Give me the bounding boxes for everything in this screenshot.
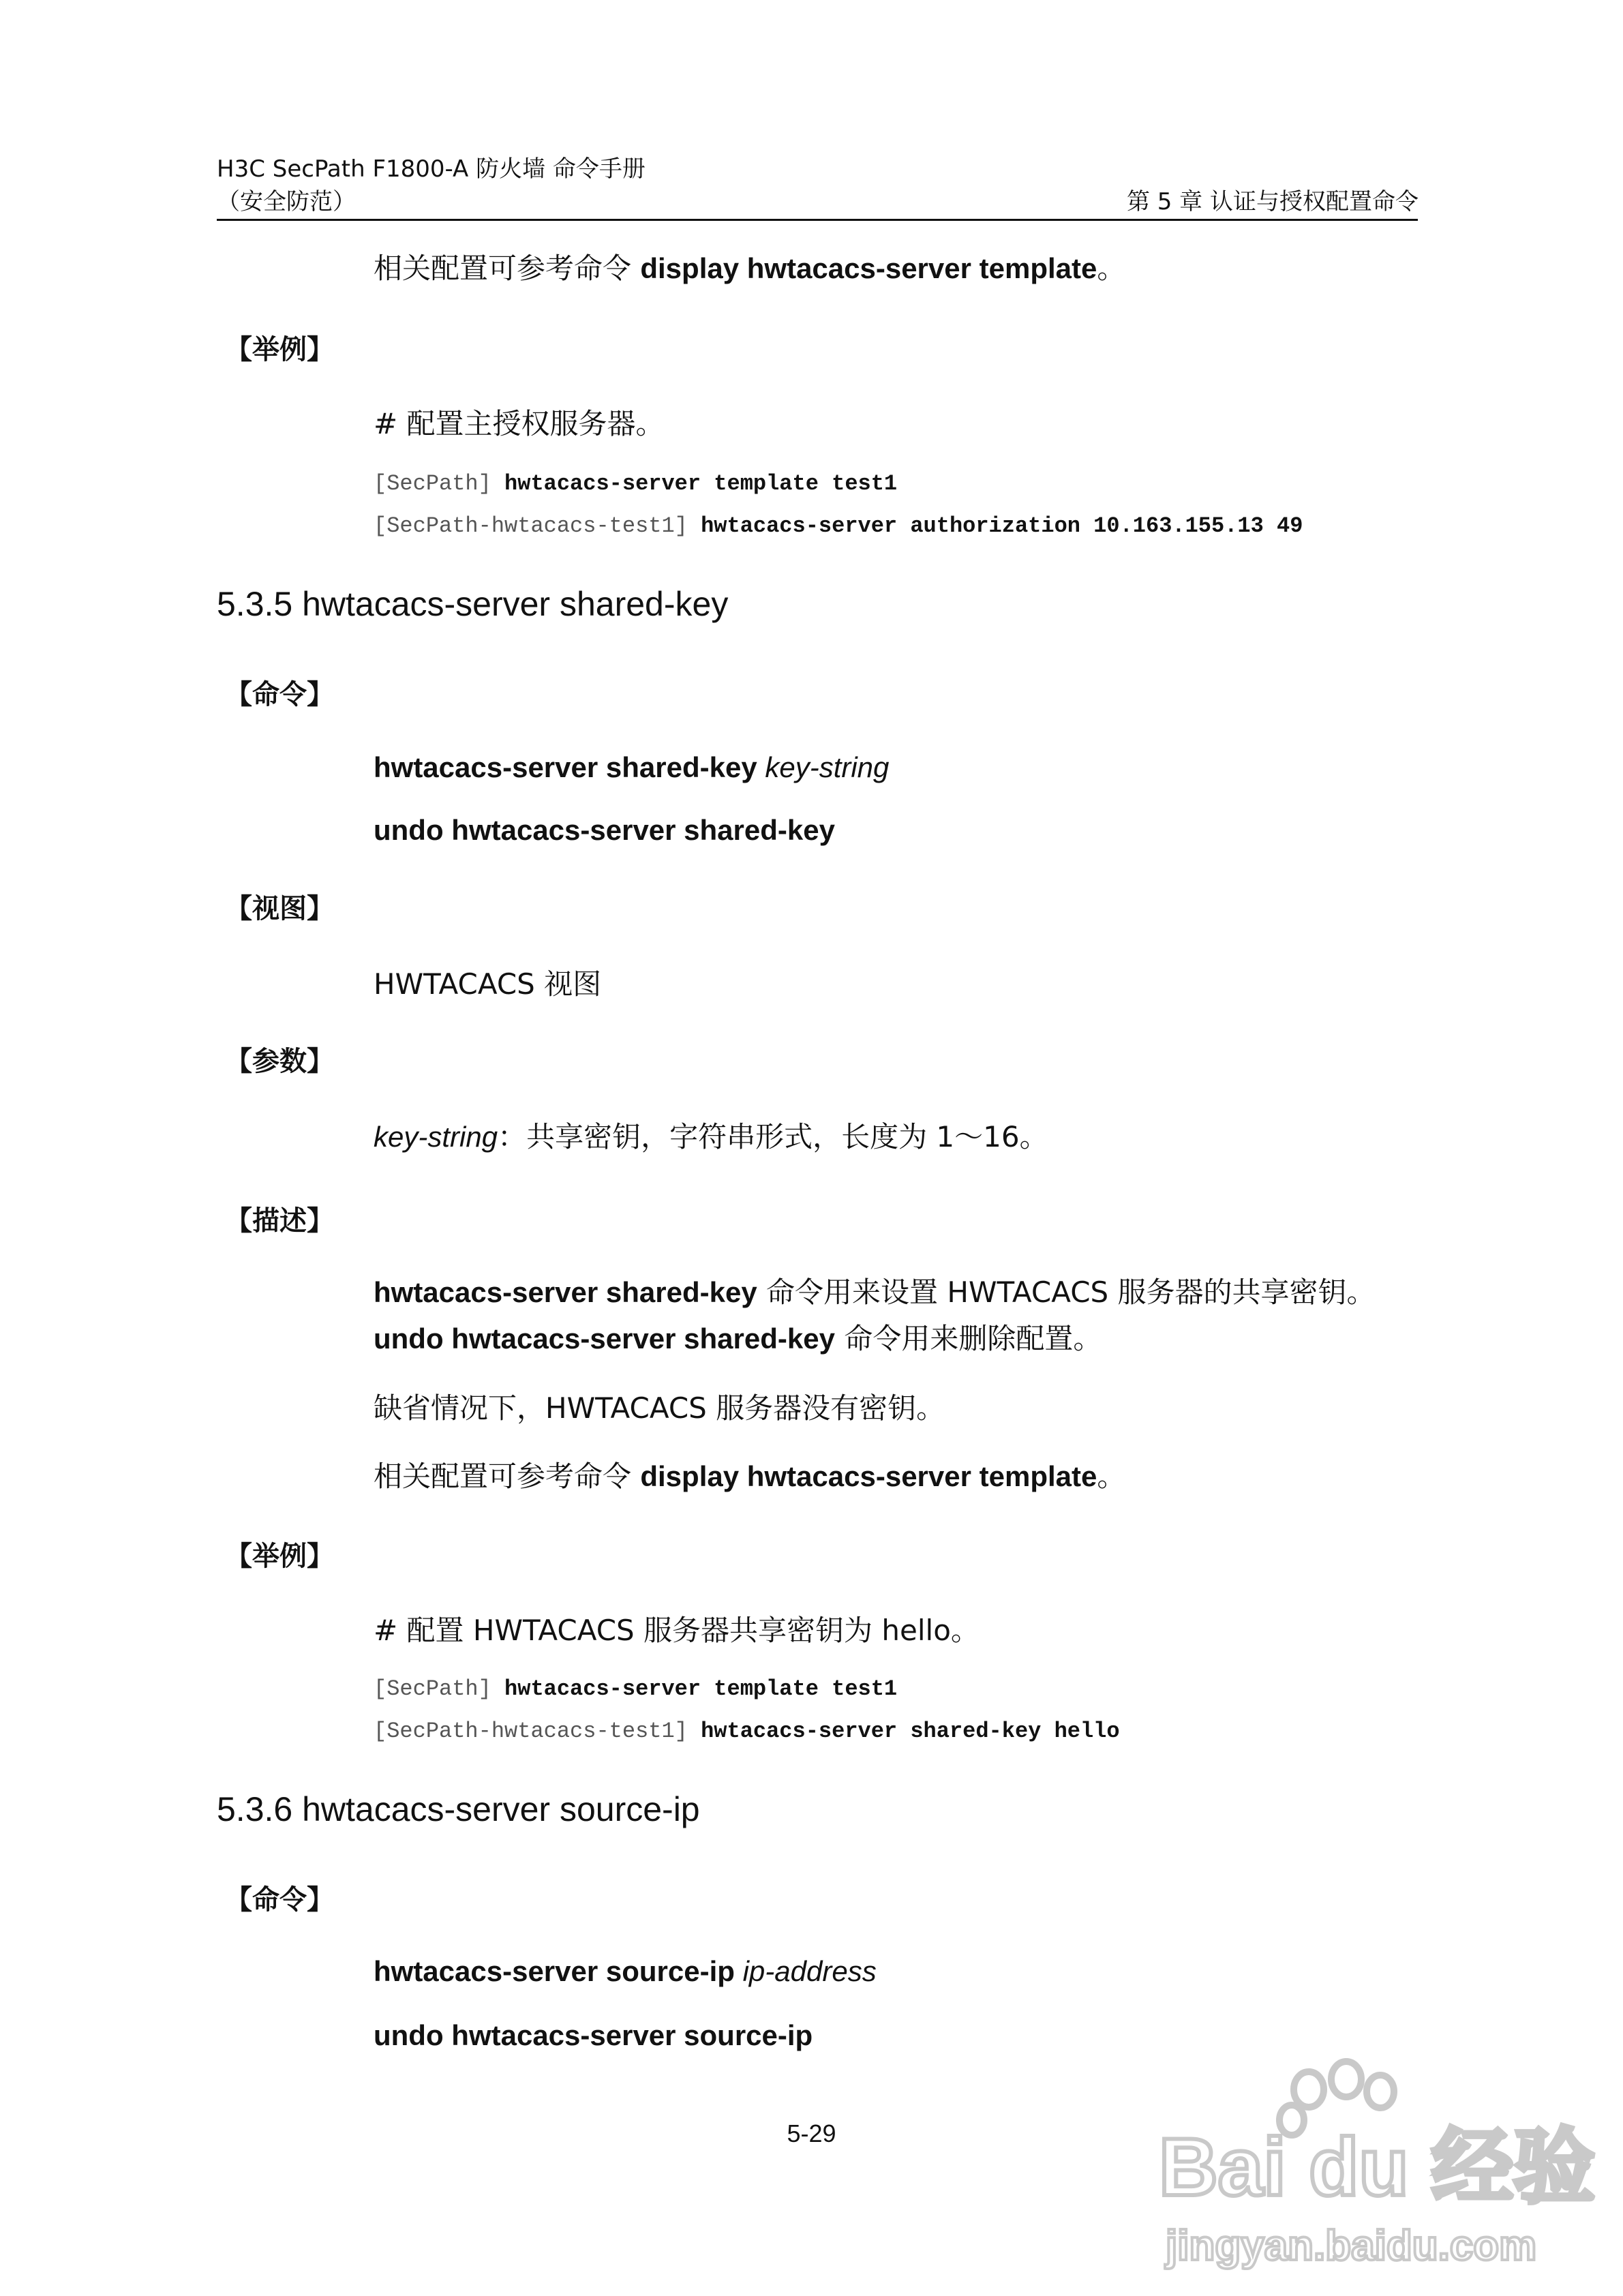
section-title-5-3-6: 5.3.6 hwtacacs-server source-ip: [217, 1790, 700, 1828]
code-command: hwtacacs-server template test1: [504, 1676, 898, 1702]
command-syntax: [374, 1954, 877, 1989]
related-suffix: 。: [1097, 252, 1126, 285]
related-prefix: 相关配置可参考命令: [374, 252, 641, 285]
related-command: display hwtacacs-server template: [640, 252, 1097, 284]
command-keyword: hwtacacs-server shared-key: [374, 751, 765, 783]
command-heading: 【命令】: [225, 679, 334, 710]
description-text: 命令用来删除配置。: [834, 1322, 1102, 1355]
header-chapter-title: 第 5 章 认证与授权配置命令: [1126, 188, 1419, 215]
command-keyword: hwtacacs-server source-ip: [374, 1955, 743, 1987]
parameter-text: ：共享密钥，字符串形式，长度为 1～16。: [498, 1120, 1048, 1153]
description-text: 命令用来设置 HWTACACS 服务器的共享密钥。: [757, 1275, 1376, 1309]
view-heading: 【视图】: [225, 893, 334, 924]
code-command: hwtacacs-server template test1: [504, 471, 898, 496]
code-line: [374, 1718, 1120, 1745]
related-suffix: 。: [1097, 1460, 1126, 1493]
header-product-title: H3C SecPath F1800-A 防火墙 命令手册: [217, 155, 646, 183]
example-comment: # 配置 HWTACACS 服务器共享密钥为 hello。: [374, 1614, 980, 1647]
related-commands-note: [374, 251, 1125, 286]
example-heading: 【举例】: [225, 334, 334, 365]
code-line: [374, 513, 1303, 540]
default-note: 缺省情况下，HWTACACS 服务器没有密钥。: [374, 1391, 945, 1425]
description-command: undo hwtacacs-server shared-key: [374, 1323, 835, 1355]
parameter-name: key-string: [374, 1121, 498, 1153]
undo-command-syntax: undo hwtacacs-server shared-key: [374, 814, 835, 846]
code-command: hwtacacs-server authorization 10.163.155.13 49: [701, 513, 1303, 539]
example-comment: # 配置主授权服务器。: [374, 407, 665, 440]
related-commands-note: [374, 1459, 1125, 1494]
command-argument: ip-address: [742, 1955, 877, 1987]
code-prompt: [SecPath]: [374, 471, 505, 496]
parameter-description: [374, 1119, 1048, 1155]
example-heading: 【举例】: [225, 1541, 334, 1572]
related-command: display hwtacacs-server template: [640, 1460, 1097, 1492]
code-prompt: [SecPath-hwtacacs-test1]: [374, 513, 701, 539]
description-line: [374, 1275, 1376, 1310]
description-heading: 【描述】: [225, 1205, 334, 1237]
header-divider: [217, 219, 1418, 221]
related-prefix: 相关配置可参考命令: [374, 1460, 641, 1493]
command-syntax: [374, 750, 889, 785]
watermark-brand: Bai du 经验: [1159, 2121, 1596, 2213]
description-command: hwtacacs-server shared-key: [374, 1276, 757, 1308]
page-number: 5-29: [787, 2119, 836, 2147]
command-argument: key-string: [765, 751, 890, 783]
undo-command-syntax: undo hwtacacs-server source-ip: [374, 2019, 813, 2051]
parameters-heading: 【参数】: [225, 1046, 334, 1077]
section-title-5-3-5: 5.3.5 hwtacacs-server shared-key: [217, 585, 729, 623]
code-prompt: [SecPath-hwtacacs-test1]: [374, 1719, 701, 1744]
code-command: hwtacacs-server shared-key hello: [701, 1719, 1120, 1744]
command-heading: 【命令】: [225, 1884, 334, 1916]
description-line: [374, 1321, 1102, 1357]
watermark-url: jingyan.baidu.com: [1166, 2222, 1537, 2269]
code-prompt: [SecPath]: [374, 1676, 505, 1702]
view-text: HWTACACS 视图: [374, 967, 602, 1001]
code-line: [374, 470, 897, 498]
code-line: [374, 1676, 897, 1703]
baidu-watermark-logo: [1152, 2052, 1596, 2284]
header-product-subtitle: （安全防范）: [217, 188, 356, 215]
